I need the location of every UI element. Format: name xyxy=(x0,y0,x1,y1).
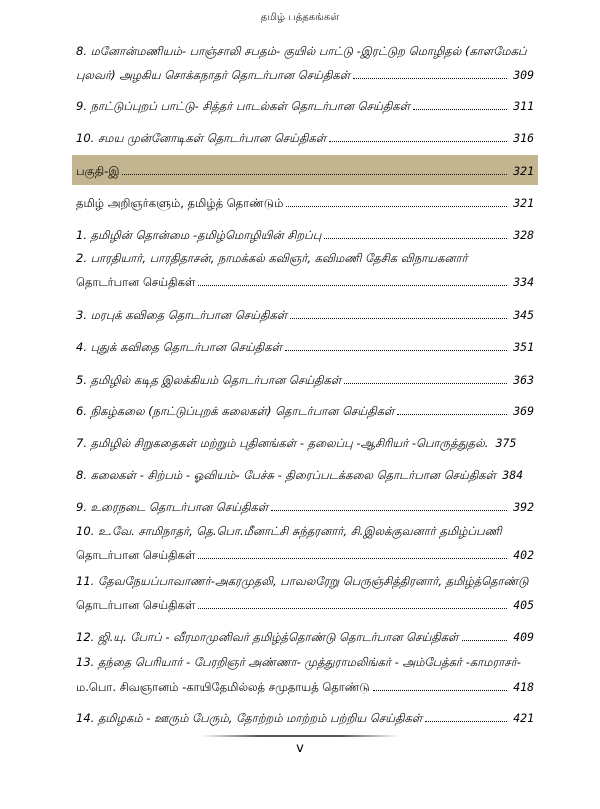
toc-entry-text: 8. மனோன்மணியம்- பாஞ்சாலி சபதம்- குயில் பாட்டு -இரட்டுற மொழிதல் (காளமேகப் xyxy=(76,44,527,58)
toc-page-number: 351 xyxy=(513,340,534,354)
running-header: தமிழ் பத்தகங்கள் xyxy=(260,12,340,23)
toc-page-number: 421 xyxy=(513,711,534,725)
toc-entry[interactable] xyxy=(76,228,534,242)
toc-entry[interactable] xyxy=(76,711,534,725)
dot-leader xyxy=(397,404,507,415)
footer-rule xyxy=(200,735,400,737)
toc-entry[interactable] xyxy=(76,99,534,113)
toc-entry[interactable] xyxy=(76,373,534,387)
toc-entry-text: 2. பாரதியார், பாரதிதாசன், நாமக்கல் கவிஞர், கவிமணி தேசிக விநாயகனார் xyxy=(76,251,468,265)
toc-entry-text: 12. ஜி.யு. போப் - வீரமாமுனிவர் தமிழ்த்தொண்டு தொடர்பான செய்திகள் xyxy=(76,630,459,644)
toc-entry[interactable] xyxy=(76,196,534,210)
toc-entry-text: 5. தமிழில் கடித இலக்கியம் தொடர்பான செய்திகள் xyxy=(76,373,342,387)
toc-page-number: 311 xyxy=(513,99,534,113)
toc-entry[interactable] xyxy=(76,630,534,644)
toc-entry-text: தொடர்பான செய்திகள் xyxy=(76,598,196,612)
toc-entry-text: 4. புதுக் கவிதை தொடர்பான செய்திகள் xyxy=(76,340,282,354)
toc-entry-text: 10. சமய முன்னோடிகள் தொடர்பான செய்திகள் xyxy=(76,131,327,145)
dot-leader xyxy=(286,196,507,207)
toc-page-number: 392 xyxy=(513,500,534,514)
toc-page-number: 321 xyxy=(513,164,534,178)
page-number: v xyxy=(296,741,304,756)
toc-entry-text: 8. கலைகள் - சிற்பம் - ஓவியம்- பேச்சு - திரைப்படக்கலை தொடர்பான செய்திகள் xyxy=(76,468,497,482)
toc-entry-line xyxy=(76,44,534,58)
toc-entry[interactable] xyxy=(76,131,534,145)
dot-leader xyxy=(290,308,507,319)
toc-entry[interactable] xyxy=(76,275,534,289)
toc-entry[interactable] xyxy=(76,680,534,694)
toc-entry-text: தொடர்பான செய்திகள் xyxy=(76,275,196,289)
dot-leader xyxy=(413,99,507,110)
dot-leader xyxy=(353,68,507,79)
toc-page-number: 321 xyxy=(513,196,534,210)
toc-entry-text: ம.பொ. சிவஞானம் -காயிதேமில்லத் சமுதாயத் தொண்டு xyxy=(76,680,370,694)
toc-entry-text: தொடர்பான செய்திகள் xyxy=(76,548,196,562)
toc-entry-text: தமிழ் அறிஞர்களும், தமிழ்த் தொண்டும் xyxy=(76,196,284,210)
dot-leader xyxy=(198,548,507,559)
toc-entry-text: 7. தமிழில் சிறுகதைகள் மற்றும் புதினங்கள் - தலைப்பு -ஆசிரியர் -பொருத்துதல். xyxy=(76,436,489,450)
dot-leader xyxy=(324,228,507,239)
dot-leader xyxy=(122,164,507,175)
toc-page-number: 345 xyxy=(513,308,534,322)
toc-page-number: 418 xyxy=(513,680,534,694)
toc-page-number: 402 xyxy=(513,548,534,562)
toc-entry-line xyxy=(76,574,534,588)
toc-entry[interactable] xyxy=(76,548,534,562)
toc-entry-line xyxy=(76,524,534,538)
toc-entry[interactable] xyxy=(76,468,534,482)
section-heading-text: பகுதி-இ xyxy=(76,164,120,178)
section-heading[interactable] xyxy=(76,164,534,178)
toc-page-number: 309 xyxy=(513,68,534,82)
toc-entry-line xyxy=(76,655,534,669)
toc-page-number: 405 xyxy=(513,598,534,612)
toc-page-number: 363 xyxy=(513,373,534,387)
dot-leader xyxy=(373,680,507,691)
toc-entry[interactable] xyxy=(76,308,534,322)
dot-leader xyxy=(198,598,507,609)
dot-leader xyxy=(344,373,507,384)
toc-entry-text: 6. நிகழ்கலை (நாட்டுப்புறக் கலைகள்) தொடர்பான செய்திகள் xyxy=(76,404,395,418)
toc-entry-text: 9. நாட்டுப்புறப் பாட்டு- சித்தர் பாடல்கள் தொடர்பான செய்திகள் xyxy=(76,99,410,113)
toc-entry[interactable] xyxy=(76,598,534,612)
toc-page-number: 375 xyxy=(495,436,517,450)
dot-leader xyxy=(285,340,507,351)
toc-page-number: 409 xyxy=(513,630,534,644)
toc-page-number: 384 xyxy=(502,468,524,482)
toc-entry-text: புலவர்) அழகிய சொக்கநாதர் தொடர்பான செய்திகள் xyxy=(76,68,351,82)
toc-entry[interactable] xyxy=(76,436,534,450)
toc-entry-line xyxy=(76,251,534,265)
toc-entry-text: 11. தேவநேயப்பாவாணர்-அகரமுதலி, பாவலரேறு பெருஞ்சித்திரனார், தமிழ்த்தொண்டு xyxy=(76,574,529,588)
dot-leader xyxy=(462,630,508,641)
dot-leader xyxy=(271,500,507,511)
toc-entry[interactable] xyxy=(76,340,534,354)
toc-entry-text: 1. தமிழின் தொன்மை -தமிழ்மொழியின் சிறப்பு xyxy=(76,228,322,242)
toc-entry-text: 9. உரைநடை தொடர்பான செய்திகள் xyxy=(76,500,269,514)
toc-entry-text: 3. மரபுக் கவிதை தொடர்பான செய்திகள் xyxy=(76,308,288,322)
toc-entry-text: 10. உ.வே. சாமிநாதர், தெ.பொ.மீனாட்சி சுந்தரனார், சி.இலக்குவனார் தமிழ்ப்பணி xyxy=(76,524,502,538)
toc-page-number: 334 xyxy=(513,275,534,289)
toc-entry[interactable] xyxy=(76,500,534,514)
toc-entry-text: 13. தந்தை பெரியார் - பேரறிஞர் அண்ணா- முத்துராமலிங்கர் - அம்பேத்கர் -காமராசர்- xyxy=(76,655,521,669)
toc-entry[interactable] xyxy=(76,404,534,418)
dot-leader xyxy=(198,275,507,286)
dot-leader xyxy=(425,711,507,722)
toc-entry[interactable] xyxy=(76,68,534,82)
toc-page-number: 328 xyxy=(513,228,534,242)
dot-leader xyxy=(329,131,507,142)
toc-page-number: 369 xyxy=(513,404,534,418)
toc-page-number: 316 xyxy=(513,131,534,145)
toc-entry-text: 14. தமிழகம் - ஊரும் பேரும், தோற்றம் மாற்றம் பற்றிய செய்திகள் xyxy=(76,711,423,725)
